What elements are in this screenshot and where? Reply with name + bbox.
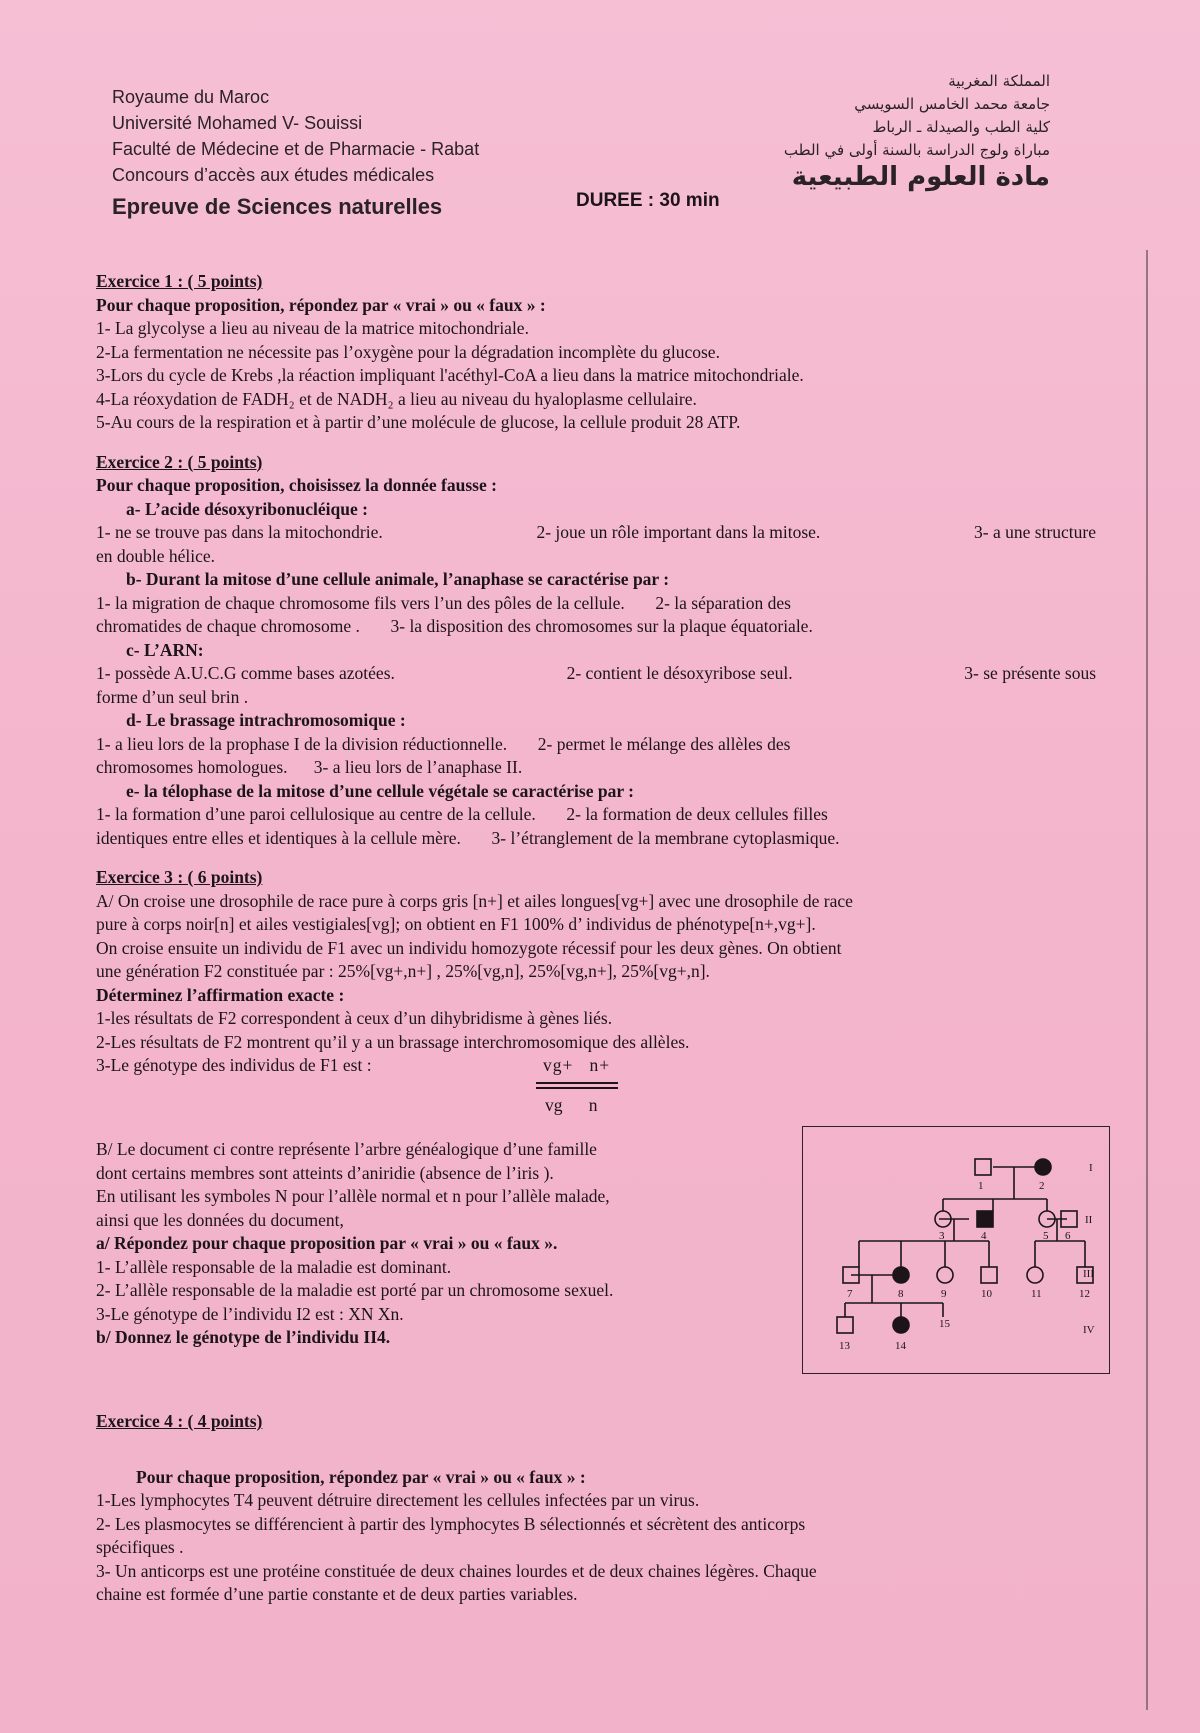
option: 3- a une structure xyxy=(974,522,1096,542)
exam-title-ar: مادة العلوم الطبيعية xyxy=(791,162,1050,192)
option: 3- se présente sous xyxy=(964,663,1096,683)
option: 1- ne se trouve pas dans la mitochondrie. xyxy=(96,522,383,542)
list-item: 4-La réoxydation de FADH₂ et de NADH₂ a lieu au niveau du hyaloplasme cellulaire. xyxy=(96,388,697,409)
individual-label: 2 xyxy=(1039,1180,1045,1192)
genotype-denominator: vg n xyxy=(545,1095,598,1115)
paragraph-line: B/ Le document ci contre représente l’arbre généalogique d’une famille xyxy=(96,1139,597,1159)
proposition: 2-Les résultats de F2 montrent qu’il y a un brassage interchromosomique des allèles. xyxy=(96,1031,690,1052)
individual-label: 6 xyxy=(1065,1230,1071,1242)
generation-label: II xyxy=(1085,1214,1093,1226)
header-line: Université Mohamed V- Souissi xyxy=(112,113,363,133)
exam-title: Epreuve de Sciences naturelles xyxy=(112,194,443,219)
exercise-1-instruction: Pour chaque proposition, répondez par « vrai » ou « faux » : xyxy=(96,294,546,315)
exam-duration: DUREE : 30 min xyxy=(576,190,720,211)
question-a-options xyxy=(96,521,1096,545)
option-continued: en double hélice. xyxy=(96,545,216,566)
proposition: 3-Le génotype de l’individu I2 est : XN Xn. xyxy=(96,1303,404,1324)
option: 1- possède A.U.C.G comme bases azotées. xyxy=(96,663,395,683)
individual-label: 15 xyxy=(939,1318,950,1330)
question-c-options xyxy=(96,662,1096,686)
header-left xyxy=(112,84,479,220)
individual-label: 11 xyxy=(1031,1288,1042,1300)
genotype-proposition xyxy=(96,1054,1096,1116)
individual-IV13 xyxy=(837,1317,853,1333)
paragraph-line: On croise ensuite un individu de F1 avec un individu homozygote récessif pour les deux gènes. On obtient xyxy=(96,937,842,958)
option-continued: forme d’un seul brin . xyxy=(96,686,249,707)
exercise-2-title: Exercice 2 : ( 5 points) xyxy=(96,451,263,472)
exam-content xyxy=(96,270,1096,1607)
proposition: 3-Le génotype des individus de F1 est : xyxy=(96,1055,372,1075)
paragraph-line: En utilisant les symboles N pour l’allèle normal et n pour l’allèle malade, xyxy=(96,1186,610,1206)
generation-label: IV xyxy=(1083,1324,1095,1336)
list-item: 3- Un anticorps est une protéine constituée de deux chaines lourdes et de deux chaines légères. Chaque xyxy=(96,1560,817,1581)
individual-III11 xyxy=(1027,1267,1043,1283)
paragraph-line: ainsi que les données du document, xyxy=(96,1209,344,1230)
option-line: chromatides de chaque chromosome . 3- la disposition des chromosomes sur la plaque équatoriale. xyxy=(96,616,813,636)
chromosome-bar xyxy=(536,1087,618,1089)
header-line: Concours d’accès aux études médicales xyxy=(112,165,435,185)
individual-I2 xyxy=(1035,1159,1051,1175)
paragraph-line: dont certains membres sont atteints d’aniridie (absence de l’iris ). xyxy=(96,1162,554,1183)
list-item: chaine est formée d’une partie constante et de deux parties variables. xyxy=(96,1584,578,1604)
header-line-ar: مباراة ولوج الدراسة بالسنة أولى في الطب xyxy=(783,141,1050,159)
question-a-heading: a- L’acide désoxyribonucléique : xyxy=(126,498,368,519)
individual-label: 3 xyxy=(939,1230,945,1242)
part-b-b-instruction: b/ Donnez le génotype de l’individu II4. xyxy=(96,1327,391,1347)
paragraph-line: A/ On croise une drosophile de race pure à corps gris [n+] et ailes longues[vg+] avec une drosophile de race xyxy=(96,890,853,911)
individual-label: 7 xyxy=(847,1288,853,1300)
question-d-heading: d- Le brassage intrachromosomique : xyxy=(126,710,406,730)
generation-label: III xyxy=(1083,1268,1094,1280)
individual-label: 1 xyxy=(978,1180,984,1192)
option: 2- contient le désoxyribose seul. xyxy=(566,663,793,683)
option-line: 1- a lieu lors de la prophase I de la division réductionnelle. 2- permet le mélange des allèles des xyxy=(96,733,791,754)
individual-III8 xyxy=(893,1267,909,1283)
paragraph-line: pure à corps noir[n] et ailes vestigiales[vg]; on obtient en F1 100% d’ individus de phénotype[n+,vg+]. xyxy=(96,914,816,934)
exercise-2-instruction: Pour chaque proposition, choisissez la donnée fausse : xyxy=(96,475,497,495)
generation-label: I xyxy=(1089,1162,1093,1174)
individual-II4 xyxy=(977,1211,993,1227)
list-item: 1-Les lymphocytes T4 peuvent détruire directement les cellules infectées par un virus. xyxy=(96,1490,700,1510)
part-b-text xyxy=(96,1138,786,1350)
option-line: chromosomes homologues. 3- a lieu lors de l’anaphase II. xyxy=(96,757,523,777)
individual-label: 5 xyxy=(1043,1230,1049,1242)
proposition: 1- L’allèle responsable de la maladie est dominant. xyxy=(96,1256,452,1277)
margin-line xyxy=(1146,250,1148,1710)
individual-label: 9 xyxy=(941,1288,947,1300)
individual-III9 xyxy=(937,1267,953,1283)
individual-label: 4 xyxy=(981,1230,987,1242)
header-line-ar: المملكة المغربية xyxy=(948,72,1050,90)
exercise-3-part-b xyxy=(96,1138,1096,1388)
option-line: 1- la formation d’une paroi cellulosique au centre de la cellule. 2- la formation de deux cellules filles xyxy=(96,804,828,824)
individual-I1 xyxy=(975,1159,991,1175)
header-line-ar: كلية الطب والصيدلة ـ الرباط xyxy=(872,118,1050,136)
header-line: Faculté de Médecine et de Pharmacie - Rabat xyxy=(112,139,480,159)
individual-label: 12 xyxy=(1079,1288,1090,1300)
list-item: 5-Au cours de la respiration et à partir d’une molécule de glucose, la cellule produit 28 ATP. xyxy=(96,412,741,432)
chromosome-bar xyxy=(536,1082,618,1084)
proposition: 2- L’allèle responsable de la maladie est porté par un chromosome sexuel. xyxy=(96,1280,614,1300)
individual-label: 14 xyxy=(895,1340,906,1352)
question-c-heading: c- L’ARN: xyxy=(126,639,204,660)
exercise-3-title: Exercice 3 : ( 6 points) xyxy=(96,867,263,887)
individual-label: 10 xyxy=(981,1288,992,1300)
list-item: 1- La glycolyse a lieu au niveau de la matrice mitochondriale. xyxy=(96,318,529,338)
part-b-a-instruction: a/ Répondez pour chaque proposition par « vrai » ou « faux ». xyxy=(96,1233,558,1253)
exercise-1-title: Exercice 1 : ( 5 points) xyxy=(96,271,263,291)
individual-label: 13 xyxy=(839,1340,850,1352)
question-e-heading: e- la télophase de la mitose d’une cellule végétale se caractérise par : xyxy=(126,780,635,801)
exercise-4-title: Exercice 4 : ( 4 points) xyxy=(96,1411,263,1431)
genotype-numerator: vg+ n+ xyxy=(543,1055,611,1075)
header-line: Royaume du Maroc xyxy=(112,87,270,107)
question-b-heading: b- Durant la mitose d’une cellule animale, l’anaphase se caractérise par : xyxy=(126,569,670,589)
option: 2- joue un rôle important dans la mitose. xyxy=(536,522,821,542)
proposition: 1-les résultats de F2 correspondent à ceux d’un dihybridisme à gènes liés. xyxy=(96,1008,613,1028)
list-item: spécifiques . xyxy=(96,1537,184,1557)
option-line: 1- la migration de chaque chromosome fils vers l’un des pôles de la cellule. 2- la séparation des xyxy=(96,592,791,613)
list-item: 3-Lors du cycle de Krebs ,la réaction impliquant l'acéthyl-CoA a lieu dans la matrice mitochondriale. xyxy=(96,365,804,385)
paragraph-line: une génération F2 constituée par : 25%[vg+,n+] , 25%[vg,n], 25%[vg,n+], 25%[vg+,n]. xyxy=(96,961,710,981)
individual-IV14 xyxy=(893,1317,909,1333)
determine-instruction: Déterminez l’affirmation exacte : xyxy=(96,984,345,1005)
header-right-arabic xyxy=(783,70,1050,192)
list-item: 2- Les plasmocytes se différencient à partir des lymphocytes B sélectionnés et sécrètent des anticorps xyxy=(96,1513,806,1534)
header-line-ar: جامعة محمد الخامس السويسي xyxy=(854,95,1050,113)
individual-label: 8 xyxy=(898,1288,904,1300)
pedigree-chart xyxy=(802,1126,1110,1374)
exercise-4-instruction: Pour chaque proposition, répondez par « vrai » ou « faux » : xyxy=(136,1466,586,1487)
option-line: identiques entre elles et identiques à la cellule mère. 3- l’étranglement de la membrane cytoplasmique. xyxy=(96,827,840,848)
individual-III10 xyxy=(981,1267,997,1283)
list-item: 2-La fermentation ne nécessite pas l’oxygène pour la dégradation incomplète du glucose. xyxy=(96,341,720,362)
